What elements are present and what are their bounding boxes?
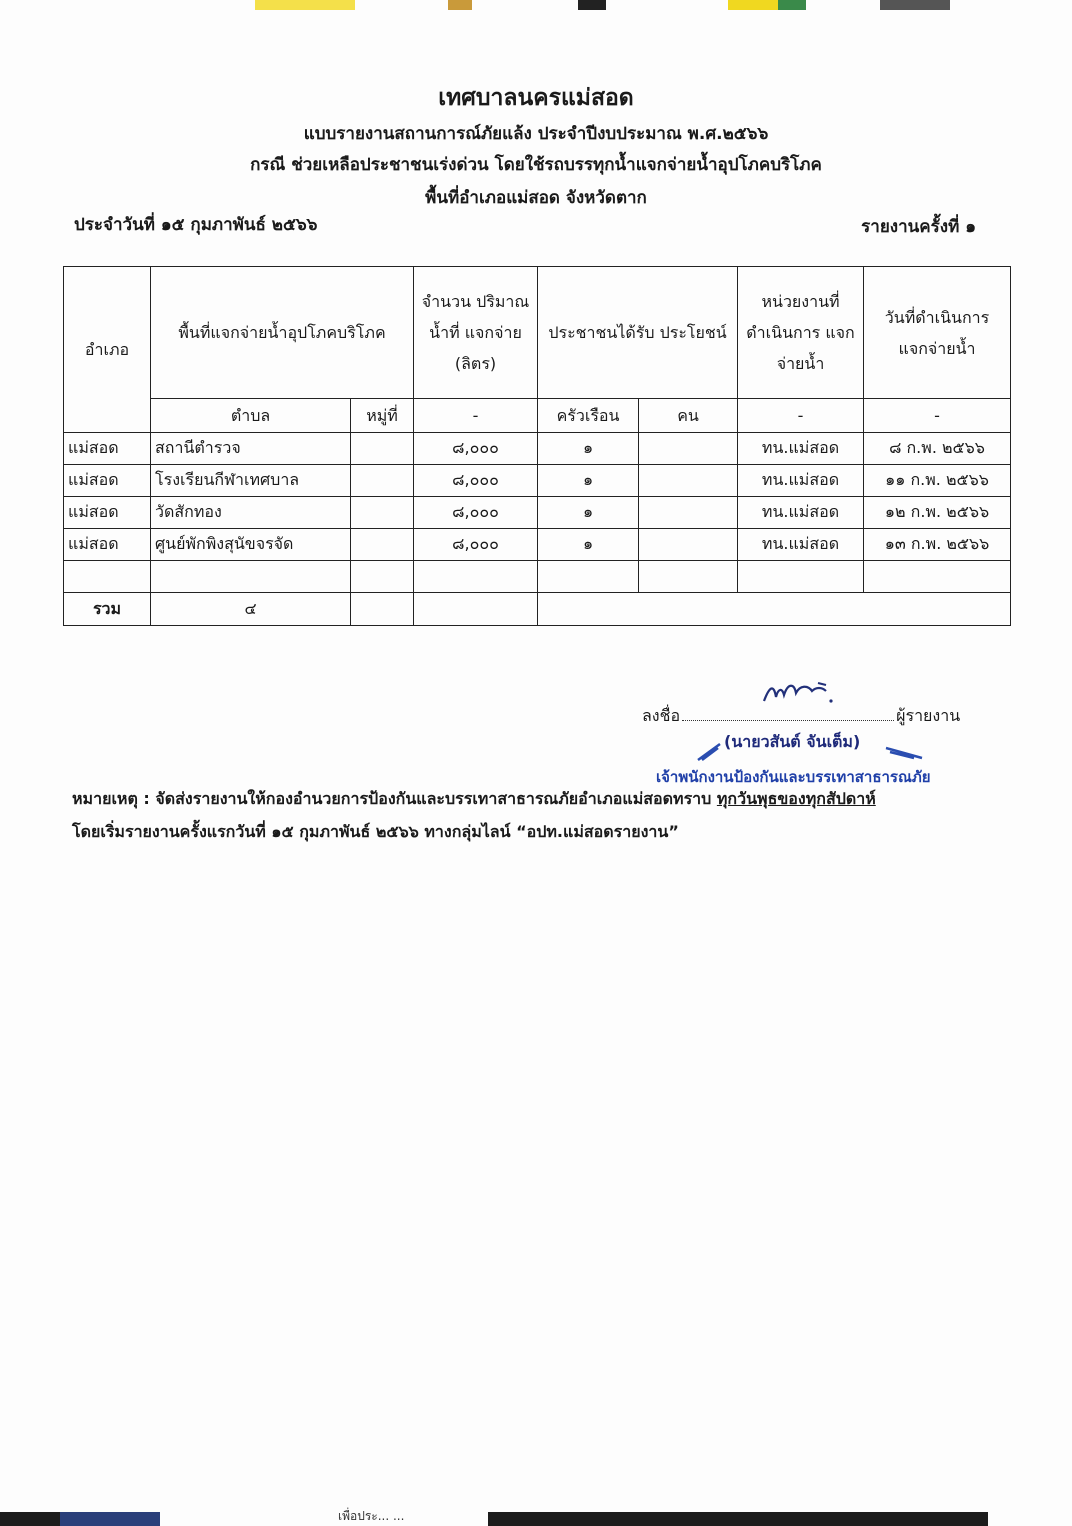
reporter-label: ผู้รายงาน	[896, 706, 961, 725]
cell-date: ๘ ก.พ. ๒๕๖๖	[864, 433, 1011, 465]
header-beneficiaries: ประชาชนได้รับ ประโยชน์	[538, 267, 738, 399]
cell-village	[351, 497, 414, 529]
scan-artifact	[488, 1512, 988, 1526]
report-date: ประจำวันที่ ๑๕ กุมภาพันธ์ ๒๕๖๖	[74, 215, 318, 235]
table-row-empty	[64, 561, 1011, 593]
note-text: หมายเหตุ : จัดส่งรายงานให้กองอำนวยการป้องกันและบรรเทาสาธารณภัยอำเภอแม่สอดทราบ	[72, 789, 712, 808]
scan-artifact	[778, 0, 806, 10]
cell-households: ๑	[538, 465, 639, 497]
scan-artifact	[60, 1512, 160, 1526]
stamp-decoration-right	[884, 744, 924, 766]
scan-artifact	[255, 0, 355, 10]
total-label: รวม	[64, 593, 151, 626]
report-table	[63, 266, 1011, 626]
reporter-name: (นายวสันต์ จันเต็ม)	[724, 732, 861, 751]
note-line-2: โดยเริ่มรายงานครั้งแรกวันที่ ๑๕ กุมภาพันธ์ ๒๕๖๖ ทางกลุ่มไลน์ “อปท.แม่สอดรายงาน”	[72, 822, 679, 841]
scan-artifact	[0, 1512, 60, 1526]
cell-subdistrict: ศูนย์พักพิงสุนัขจรจัด	[151, 529, 351, 561]
cell-district: แม่สอด	[64, 529, 151, 561]
subheader-agency: -	[738, 399, 864, 433]
total-value: ๔	[151, 593, 351, 626]
header-date: วันที่ดำเนินการ แจกจ่ายน้ำ	[864, 267, 1011, 399]
scan-artifact	[728, 0, 778, 10]
cell-agency: ทน.แม่สอด	[738, 529, 864, 561]
note-underlined-text: ทุกวันพุธของทุกสัปดาห์	[716, 789, 876, 808]
table-row	[64, 465, 1011, 497]
header-area: พื้นที่แจกจ่ายน้ำอุปโภคบริโภค	[151, 267, 414, 399]
official-stamp: เจ้าพนักงานป้องกันและบรรเทาสาธารณภัย	[656, 768, 931, 786]
document-subtitle-area: พื้นที่อำเภอแม่สอด จังหวัดตาก	[425, 188, 647, 208]
scan-artifact	[880, 0, 950, 10]
subheader-amount: -	[414, 399, 538, 433]
footer-fragment: เพื่อประ... ...	[338, 1509, 405, 1523]
cell-district: แม่สอด	[64, 465, 151, 497]
cell-amount: ๘,๐๐๐	[414, 433, 538, 465]
cell-agency: ทน.แม่สอด	[738, 433, 864, 465]
header-amount: จำนวน ปริมาณน้ำที่ แจกจ่าย (ลิตร)	[414, 267, 538, 399]
stamp-decoration-left	[696, 740, 722, 766]
cell-district: แม่สอด	[64, 433, 151, 465]
header-agency: หน่วยงานที่ ดำเนินการ แจกจ่ายน้ำ	[738, 267, 864, 399]
cell-agency: ทน.แม่สอด	[738, 497, 864, 529]
sign-label: ลงชื่อ	[642, 706, 681, 725]
cell-village	[351, 465, 414, 497]
cell-households: ๑	[538, 529, 639, 561]
document-subtitle: แบบรายงานสถานการณ์ภัยแล้ง ประจำปีงบประมาณ พ.ศ.๒๕๖๖	[303, 124, 769, 144]
table-header-row	[64, 267, 1011, 399]
cell-households: ๑	[538, 433, 639, 465]
subheader-subdistrict: ตำบล	[151, 399, 351, 433]
signature-dotted-line	[682, 720, 894, 721]
signature-line	[642, 704, 960, 729]
cell-amount: ๘,๐๐๐	[414, 497, 538, 529]
table-subheader-row	[64, 399, 1011, 433]
cell-district: แม่สอด	[64, 497, 151, 529]
cell-date: ๑๑ ก.พ. ๒๕๖๖	[864, 465, 1011, 497]
table-row	[64, 433, 1011, 465]
cell-amount: ๘,๐๐๐	[414, 529, 538, 561]
table-total-row	[64, 593, 1011, 626]
cell-village	[351, 529, 414, 561]
cell-agency: ทน.แม่สอด	[738, 465, 864, 497]
note-line-1	[72, 787, 876, 812]
subheader-village: หมู่ที่	[351, 399, 414, 433]
document-subtitle-case: กรณี ช่วยเหลือประชาชนเร่งด่วน โดยใช้รถบรรทุกน้ำแจกจ่ายน้ำอุปโภคบริโภค	[250, 155, 822, 175]
table-row	[64, 529, 1011, 561]
cell-people	[639, 433, 738, 465]
cell-subdistrict: โรงเรียนกีฬาเทศบาล	[151, 465, 351, 497]
subheader-date: -	[864, 399, 1011, 433]
cell-subdistrict: สถานีตำรวจ	[151, 433, 351, 465]
cell-amount: ๘,๐๐๐	[414, 465, 538, 497]
cell-people	[639, 465, 738, 497]
header-district: อำเภอ	[64, 267, 151, 433]
subheader-people: คน	[639, 399, 738, 433]
scan-artifact	[578, 0, 606, 10]
report-number: รายงานครั้งที่ ๑	[861, 217, 976, 237]
cell-people	[639, 497, 738, 529]
cell-people	[639, 529, 738, 561]
document-title: เทศบาลนครแม่สอด	[438, 85, 634, 111]
scan-artifact	[448, 0, 472, 10]
subheader-households: ครัวเรือน	[538, 399, 639, 433]
cell-village	[351, 433, 414, 465]
cell-date: ๑๓ ก.พ. ๒๕๖๖	[864, 529, 1011, 561]
cell-subdistrict: วัดสักทอง	[151, 497, 351, 529]
table-row	[64, 497, 1011, 529]
cell-households: ๑	[538, 497, 639, 529]
cell-date: ๑๒ ก.พ. ๒๕๖๖	[864, 497, 1011, 529]
